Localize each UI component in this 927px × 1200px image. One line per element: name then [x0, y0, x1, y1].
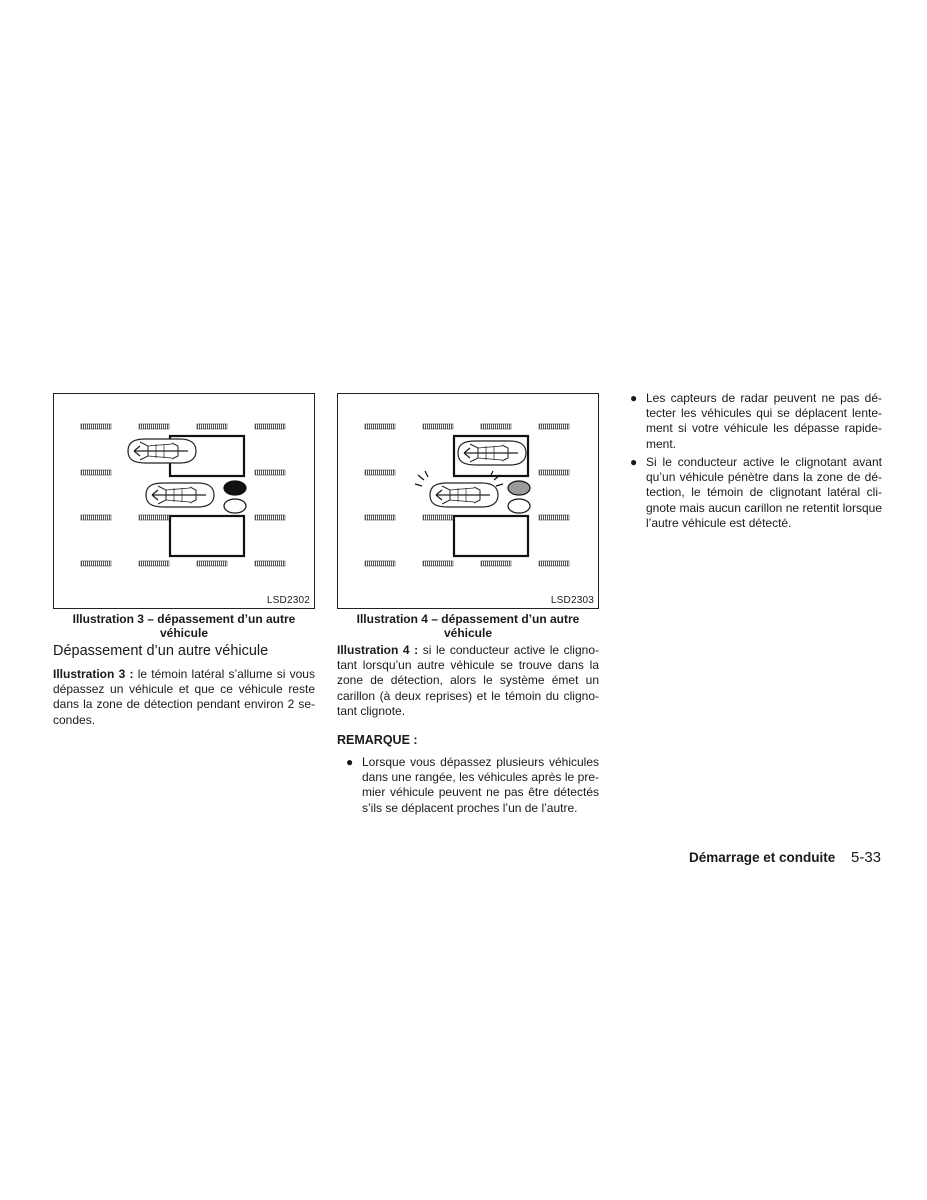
caption-line: Illustration 3 – dépassement d’un autre	[72, 612, 296, 626]
lane-marking	[81, 424, 111, 429]
own-vehicle	[430, 483, 498, 507]
detection-zone-lower	[170, 516, 244, 556]
lane-marking	[139, 561, 169, 566]
bullet-text: Si le conducteur active le clignotant avant qu’un véhicule pénètre dans la zone de détection, le témoin de clignotant latéral clignote mais aucun carillon ne retentit lorsque l’autre véhicule est détecté.	[646, 455, 882, 530]
bullet-icon: ●	[630, 391, 638, 405]
side-indicator-off	[224, 499, 246, 513]
lane-marking	[197, 424, 227, 429]
para-lead: Illustration 3 :	[53, 667, 134, 681]
lane-marking	[423, 561, 453, 566]
lane-marking	[481, 424, 511, 429]
caption-line: véhicule	[443, 626, 493, 640]
lane-marking	[539, 515, 569, 520]
illustration-3-diagram	[54, 394, 313, 607]
figure-caption	[53, 612, 315, 640]
side-indicator-lit	[224, 481, 246, 495]
lane-marking	[365, 515, 395, 520]
side-indicator-off	[508, 499, 530, 513]
lane-marking	[423, 424, 453, 429]
lane-marking	[365, 424, 395, 429]
figure-illustration-3	[53, 393, 315, 609]
paragraph-illustration-3	[53, 667, 315, 728]
lane-marking	[139, 515, 169, 520]
section-heading: Dépassement d’un autre véhicule	[53, 643, 269, 659]
own-vehicle	[146, 483, 214, 507]
lane-marking	[139, 424, 169, 429]
lane-marking	[81, 515, 111, 520]
lane-marking	[81, 561, 111, 566]
detection-zone-lower	[454, 516, 528, 556]
other-vehicle	[128, 439, 196, 463]
list-item	[346, 755, 599, 816]
lane-marking	[539, 470, 569, 475]
lane-marking	[81, 470, 111, 475]
side-indicator-blinking	[508, 481, 530, 495]
figure-code: LSD2303	[550, 595, 594, 606]
lane-marking	[197, 561, 227, 566]
para-lead: Illustration 4 :	[337, 643, 419, 657]
lane-marking	[255, 561, 285, 566]
figure-illustration-4	[337, 393, 599, 609]
remarque-heading: REMARQUE :	[337, 733, 418, 747]
lane-marking	[423, 515, 453, 520]
bullet-icon: ●	[630, 455, 638, 469]
caption-line: Illustration 4 – dépassement d’un autre	[356, 612, 580, 626]
figure-code: LSD2302	[266, 595, 310, 606]
illustration-4-diagram	[338, 394, 597, 607]
other-vehicle	[458, 441, 526, 465]
figure-caption	[337, 612, 599, 640]
lane-marking	[255, 424, 285, 429]
page-number: 5-33	[851, 849, 882, 866]
bullet-text: Les capteurs de radar peuvent ne pas détecter les véhicules qui se déplacent lentement si votre véhicule les dépasse rapidement.	[646, 391, 882, 451]
lane-marking	[365, 561, 395, 566]
bullet-text: Lorsque vous dépassez plusieurs véhicules dans une rangée, les véhicules après le premier véhicule peuvent ne pas être détectés s’ils se déplacent proches l’un de l’autre.	[362, 755, 599, 815]
paragraph-illustration-4	[337, 643, 599, 719]
caption-line: véhicule	[159, 626, 209, 640]
lane-marking	[539, 561, 569, 566]
para-text: le témoin latéral s’allume si vous dépassez un véhicule et que ce véhicule reste dans la zone de détection pendant environ 2 secondes.	[53, 667, 315, 727]
lane-marking	[481, 561, 511, 566]
para-text: si le conducteur active le clignotant lorsqu’un autre véhicule se trouve dans la zone de détection, alors le système émet un carillon (à deux reprises) et le témoin du clignotant clignote.	[337, 643, 599, 718]
list-item	[630, 391, 882, 452]
lane-marking	[365, 470, 395, 475]
lane-marking	[539, 424, 569, 429]
lane-marking	[255, 515, 285, 520]
bullet-icon: ●	[346, 755, 354, 769]
lane-marking	[255, 470, 285, 475]
footer-section-title: Démarrage et conduite	[689, 850, 836, 865]
list-item	[630, 455, 882, 531]
